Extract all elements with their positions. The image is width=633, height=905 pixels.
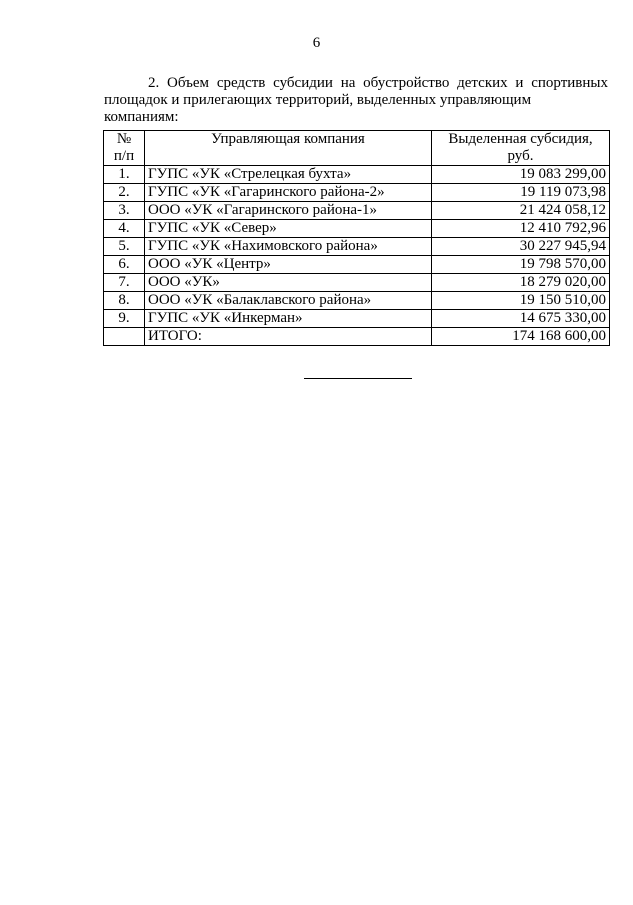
row-number: 4. <box>104 220 145 238</box>
table-row <box>104 310 610 328</box>
row-company: ООО «УК «Гагаринского района-1» <box>145 202 432 220</box>
header-company-label: Управляющая компания <box>211 131 365 147</box>
intro-last-line: компаниям: <box>104 109 179 125</box>
total-label: ИТОГО: <box>145 328 432 346</box>
header-subsidy-line2: руб. <box>507 148 534 164</box>
row-subsidy: 19 119 073,98 <box>432 184 610 202</box>
intro-paragraph <box>104 75 608 126</box>
table-row <box>104 274 610 292</box>
row-number: 1. <box>104 166 145 184</box>
header-number-line2: п/п <box>113 148 135 164</box>
subsidy-table <box>103 130 610 346</box>
header-subsidy <box>432 131 610 166</box>
table-row <box>104 202 610 220</box>
row-subsidy: 19 798 570,00 <box>432 256 610 274</box>
row-subsidy: 14 675 330,00 <box>432 310 610 328</box>
header-number <box>104 131 145 166</box>
table-header-row <box>104 131 610 166</box>
row-number: 9. <box>104 310 145 328</box>
table-row <box>104 292 610 310</box>
row-subsidy: 12 410 792,96 <box>432 220 610 238</box>
row-subsidy: 21 424 058,12 <box>432 202 610 220</box>
row-subsidy: 18 279 020,00 <box>432 274 610 292</box>
table-row <box>104 220 610 238</box>
row-subsidy: 19 083 299,00 <box>432 166 610 184</box>
table-row <box>104 184 610 202</box>
row-company: ГУПС «УК «Север» <box>145 220 432 238</box>
end-divider-line <box>304 378 412 379</box>
table-total-row <box>104 328 610 346</box>
row-company: ГУПС «УК «Инкерман» <box>145 310 432 328</box>
total-subsidy: 174 168 600,00 <box>432 328 610 346</box>
row-company: ООО «УК «Балаклавского района» <box>145 292 432 310</box>
row-subsidy: 19 150 510,00 <box>432 292 610 310</box>
header-number-line1: № <box>116 131 132 147</box>
row-number: 6. <box>104 256 145 274</box>
row-company: ООО «УК «Центр» <box>145 256 432 274</box>
row-number: 5. <box>104 238 145 256</box>
table-row <box>104 166 610 184</box>
intro-text: 2. Объем средств субсидии на обустройство детских и спортивных площадок и прилегающих территорий, выделенных управляющим <box>104 75 608 108</box>
row-number: 3. <box>104 202 145 220</box>
row-company: ООО «УК» <box>145 274 432 292</box>
row-company: ГУПС «УК «Гагаринского района-2» <box>145 184 432 202</box>
page-number: 6 <box>312 35 321 51</box>
header-subsidy-line1: Выделенная субсидия, <box>448 131 593 147</box>
row-company: ГУПС «УК «Стрелецкая бухта» <box>145 166 432 184</box>
header-company <box>145 131 432 166</box>
row-number: 7. <box>104 274 145 292</box>
row-number: 8. <box>104 292 145 310</box>
total-number <box>104 328 145 346</box>
table-row <box>104 238 610 256</box>
row-subsidy: 30 227 945,94 <box>432 238 610 256</box>
row-company: ГУПС «УК «Нахимовского района» <box>145 238 432 256</box>
table-row <box>104 256 610 274</box>
row-number: 2. <box>104 184 145 202</box>
